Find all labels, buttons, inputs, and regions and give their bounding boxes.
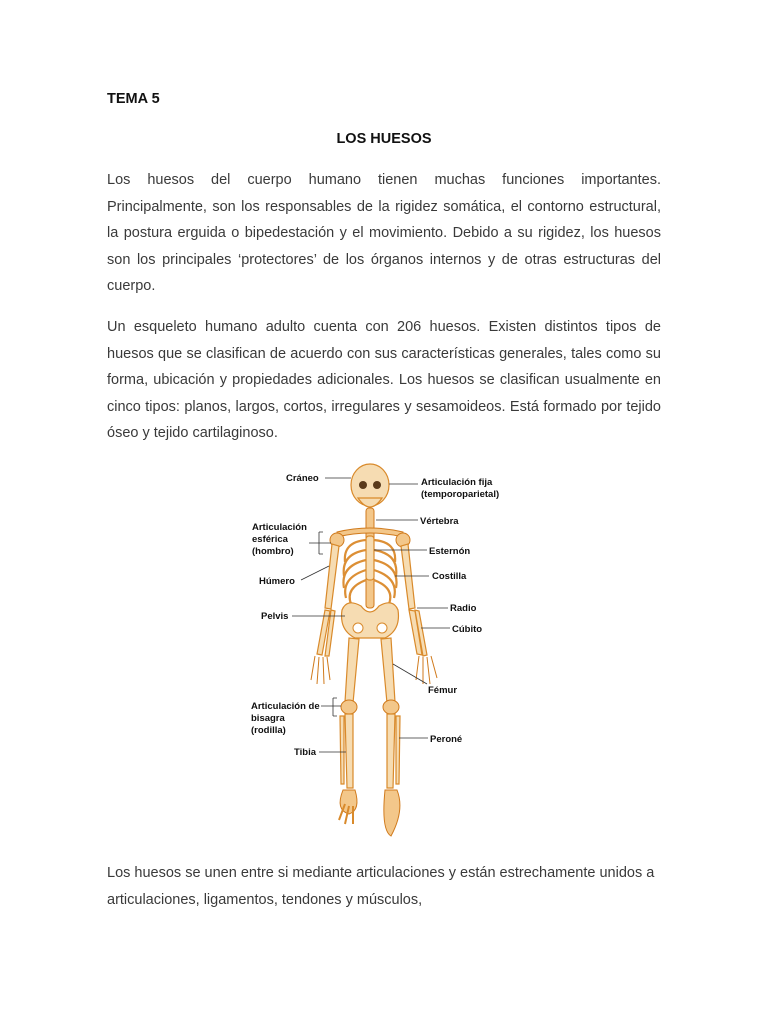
paragraph-3: Los huesos se unen entre si mediante articulaciones y están estrechamente unidos a articulaciones, ligamentos, tendones y músculos, [107, 865, 655, 908]
label-craneo: Cráneo [286, 473, 319, 484]
label-perone: Peroné [430, 734, 463, 745]
label-art-fija-2: (temporoparietal) [421, 489, 500, 500]
label-vertebra: Vértebra [420, 516, 459, 527]
label-humero: Húmero [259, 576, 295, 587]
section-heading: TEMA 5 [107, 91, 160, 107]
label-pelvis: Pelvis [261, 611, 289, 622]
label-esternon: Esternón [429, 546, 471, 557]
label-art-esf-1: Articulación [252, 522, 307, 533]
label-art-esf-2: esférica [252, 534, 288, 545]
label-tibia: Tibia [294, 747, 316, 758]
label-art-bis-1: Articulación de [251, 701, 320, 712]
skeleton-figure [245, 458, 515, 843]
label-art-esf-3: (hombro) [252, 546, 294, 557]
label-costilla: Costilla [432, 571, 467, 582]
skeleton-illustration [245, 458, 515, 843]
label-art-bis-3: (rodilla) [251, 725, 286, 736]
label-cubito: Cúbito [452, 624, 483, 635]
paragraph-1: Los huesos del cuerpo humano tienen muchas funciones importantes. Principalmente, son los responsables de la rigidez somática, el contorno estructural, la postura erguida o bipedestación y el movimiento. Debido a su rigidez, los huesos son los principales ‘protectores’ de los órganos internos y de otras estructuras del cuerpo. [107, 172, 661, 295]
label-art-fija-1: Articulación fija [421, 477, 493, 488]
paragraph-2: Un esqueleto humano adulto cuenta con 206 huesos. Existen distintos tipos de huesos que se clasifican de acuerdo con sus características generales, tales como su forma, ubicación y propiedades adicionales. Los huesos se clasifican usualmente en cinco tipos: planos, largos, cortos, irregulares y sesamoideos. Está formado por tejido óseo y tejido cartilaginoso. [107, 319, 661, 442]
label-radio: Radio [450, 603, 477, 614]
label-art-bis-2: bisagra [251, 713, 285, 724]
label-femur: Fémur [428, 685, 458, 696]
page-title: LOS HUESOS [336, 131, 432, 147]
